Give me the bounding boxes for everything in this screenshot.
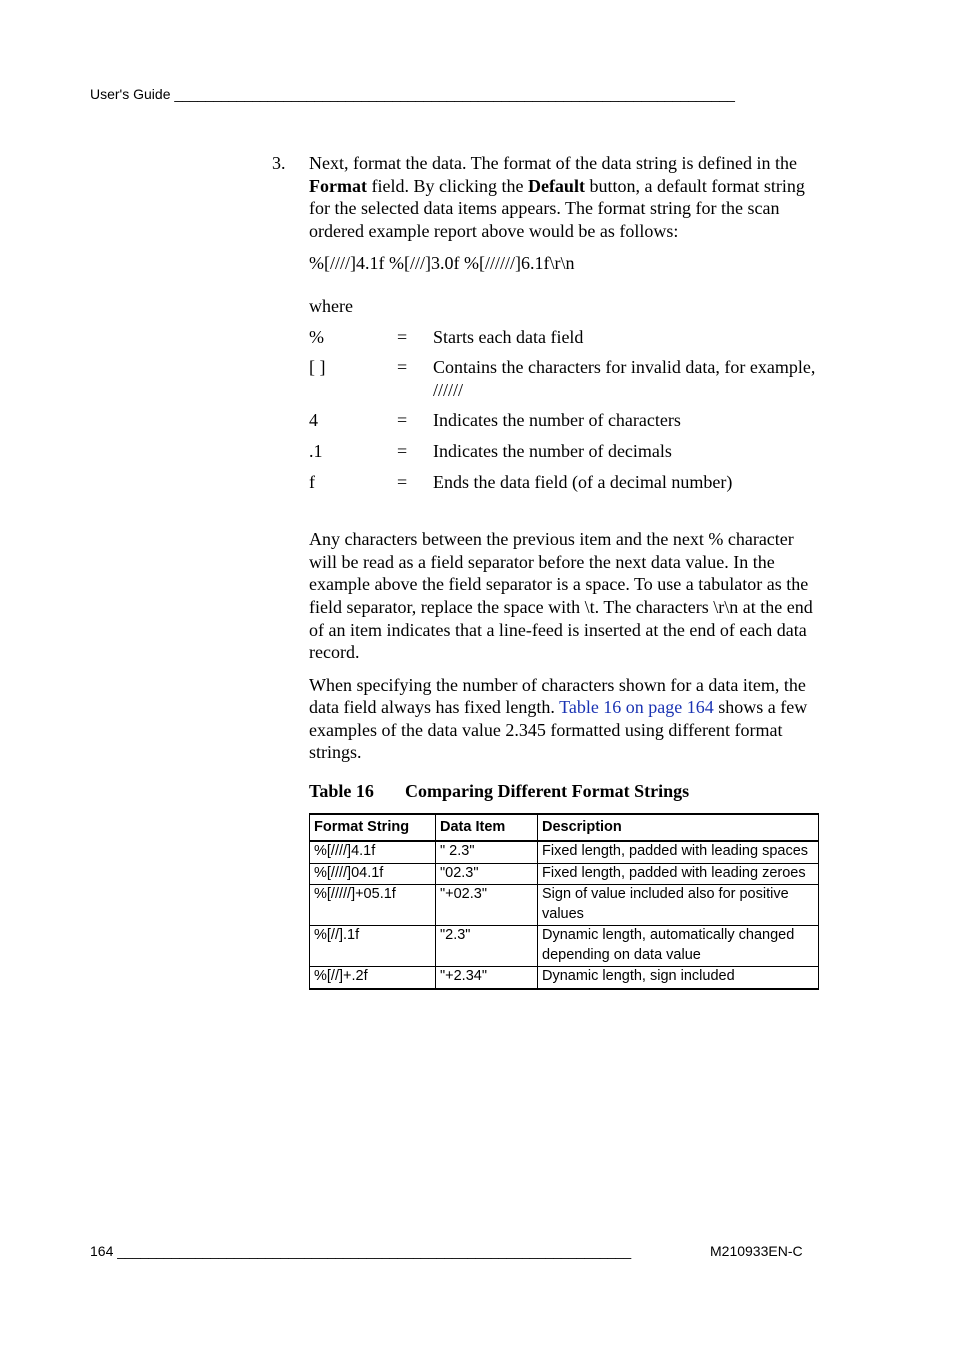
- step-number: 3.: [272, 153, 286, 173]
- cell-data-item: "+02.3": [436, 885, 538, 926]
- definition-symbol: %: [309, 326, 324, 347]
- definition-row: [309, 326, 819, 349]
- separator-paragraph: Any characters between the previous item and the next % character will be read as a field separator before the next data value. In the example above the field separator is a space. To use a tabulator as the field separator, replace the space with \t. The characters \r\n at the end of an item indicates that a line-feed is inserted at the end of each data record.: [309, 529, 813, 663]
- definition-equals: =: [397, 410, 408, 431]
- table-caption: [309, 780, 819, 803]
- cell-format-string: %[//].1f: [310, 926, 436, 967]
- main-content: [272, 152, 819, 990]
- definition-symbol: .1: [309, 440, 323, 461]
- format-strings-table: [309, 813, 819, 990]
- column-header-description: Description: [538, 814, 819, 842]
- definition-symbol: [ ]: [309, 357, 326, 378]
- table-caption-title: Comparing Different Format Strings: [405, 781, 690, 802]
- step-default-bold: Default: [527, 175, 585, 196]
- fixed-text-1: When specifying the number of characters shown for a data item, the data field always has fixed length.: [309, 674, 806, 718]
- table-header-row: [310, 814, 819, 842]
- definition-equals: =: [397, 440, 408, 461]
- definition-equals: =: [397, 326, 408, 347]
- where-label: where: [309, 295, 353, 316]
- definition-text: Contains the characters for invalid data, for example, //////: [433, 357, 816, 400]
- fixed-length-paragraph: [309, 674, 819, 764]
- step-format-bold: Format: [309, 175, 367, 196]
- table-caption-number: Table 16: [309, 781, 374, 802]
- running-header: User's Guide ________________________________________________________________________: [90, 86, 735, 102]
- definition-list: [309, 326, 819, 494]
- definition-row: [309, 409, 819, 432]
- table-row: [310, 863, 819, 885]
- definition-equals: =: [397, 471, 408, 492]
- cell-data-item: "02.3": [436, 863, 538, 885]
- cell-description: Dynamic length, automatically changed depending on data value: [538, 926, 819, 967]
- definition-row: [309, 471, 819, 494]
- definition-row: [309, 440, 819, 463]
- definition-text: Starts each data field: [433, 326, 584, 347]
- column-header-data-item: Data Item: [436, 814, 538, 842]
- footer-document-code: M210933EN-C: [710, 1243, 803, 1259]
- cell-data-item: "2.3": [436, 926, 538, 967]
- cell-data-item: "+2.34": [436, 967, 538, 989]
- step-text-3: button, a default format string for the selected data items appears. The format string for the scan ordered example report above would be as follows:: [309, 175, 805, 241]
- table-cross-reference-link[interactable]: Table 16 on page 164: [559, 697, 714, 718]
- table-row: [310, 885, 819, 926]
- format-example: %[////]4.1f %[///]3.0f %[//////]6.1f\r\n: [309, 253, 575, 274]
- cell-format-string: %[////]04.1f: [310, 863, 436, 885]
- definition-symbol: f: [309, 471, 315, 492]
- footer-page-number: 164 __________________________________________________________________: [90, 1243, 632, 1259]
- cell-description: Sign of value included also for positive values: [538, 885, 819, 926]
- step-paragraph: [309, 152, 819, 242]
- cell-format-string: %[////]4.1f: [310, 841, 436, 863]
- table-row: [310, 926, 819, 967]
- definition-text: Indicates the number of characters: [433, 410, 681, 431]
- cell-format-string: %[//]+.2f: [310, 967, 436, 989]
- table-row: [310, 841, 819, 863]
- definition-text: Ends the data field (of a decimal number): [433, 471, 733, 492]
- definition-symbol: 4: [309, 410, 318, 431]
- definition-row: [309, 356, 819, 401]
- step-text-1: Next, format the data. The format of the data string is defined in the: [309, 153, 798, 173]
- cell-description: Fixed length, padded with leading spaces: [538, 841, 819, 863]
- cell-format-string: %[/////]+05.1f: [310, 885, 436, 926]
- step-text-2: field. By clicking the: [366, 175, 528, 196]
- fixed-text-2: shows a few examples of the data value 2.345 formatted using different format strings.: [309, 697, 808, 763]
- definition-text: Indicates the number of decimals: [433, 440, 672, 461]
- cell-description: Dynamic length, sign included: [538, 967, 819, 989]
- definition-equals: =: [397, 357, 408, 378]
- column-header-format-string: Format String: [310, 814, 436, 842]
- cell-description: Fixed length, padded with leading zeroes: [538, 863, 819, 885]
- cell-data-item: " 2.3": [436, 841, 538, 863]
- table-row: [310, 967, 819, 989]
